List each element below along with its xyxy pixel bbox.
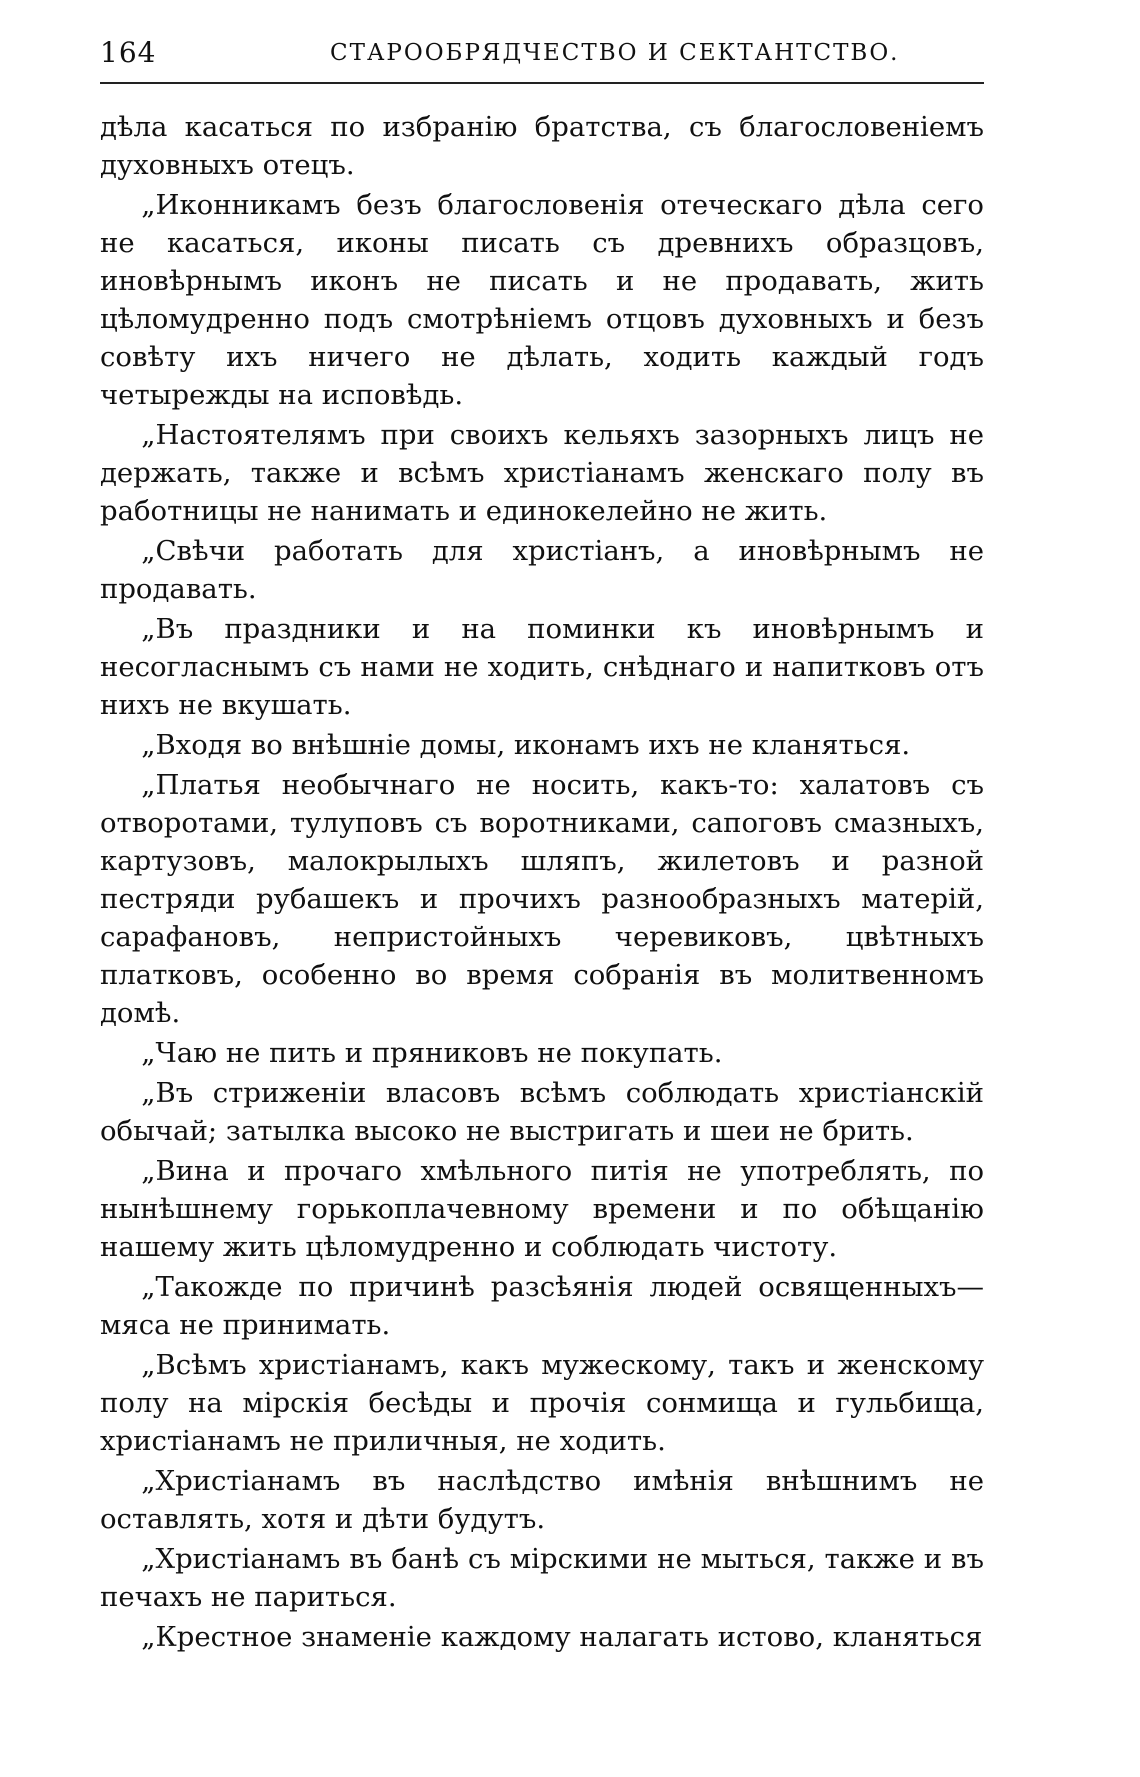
paragraph: „Настоятелямъ при своихъ кельяхъ зазорныхъ лицъ не держать, также и всѣмъ христіанамъ женскаго полу въ работницы не нанимать и единокелейно не жить. xyxy=(100,419,984,527)
paragraph: „Христіанамъ въ наслѣдство имѣнія внѣшнимъ не оставлять, хотя и дѣти будутъ. xyxy=(100,1465,984,1535)
paragraph: „Чаю не пить и пряниковъ не покупать. xyxy=(141,1037,723,1069)
page-number: 164 xyxy=(100,36,157,69)
paragraph: „Въ праздники и на поминки къ иновѣрнымъ и несогласнымъ съ нами не ходить, снѣднаго и напитковъ отъ нихъ не вкушать. xyxy=(100,613,984,721)
running-title: СТАРООБРЯДЧЕСТВО И СЕКТАНТСТВО. xyxy=(330,40,900,66)
paragraph: „Платья необычнаго не носить, какъ-то: халатовъ съ отворотами, тулуповъ съ воротниками, сапоговъ смазныхъ, картузовъ, малокрылыхъ шляпъ, жилетовъ и разной пестряди рубашекъ и прочихъ разнообразныхъ матерій, сарафановъ, непристойныхъ черевиковъ, цвѣтныхъ платковъ, особенно во время собранія въ молитвенномъ домѣ. xyxy=(100,769,984,1029)
paragraph: „Свѣчи работать для христіанъ, а иновѣрнымъ не продавать. xyxy=(100,535,984,605)
paragraph: „Входя во внѣшніе домы, иконамъ ихъ не кланяться. xyxy=(141,729,911,761)
running-head xyxy=(100,22,984,84)
paragraph: „Такожде по причинѣ разсѣянія людей освященныхъ—мяса не принимать. xyxy=(100,1271,984,1341)
body-text xyxy=(100,108,984,1658)
paragraph: дѣла касаться по избранію братства, съ благословеніемъ духовныхъ отецъ. xyxy=(100,111,984,181)
paragraph: „Крестное знаменіе каждому налагать истово, кланяться xyxy=(141,1621,983,1653)
paragraph: „Всѣмъ христіанамъ, какъ мужескому, такъ и женскому полу на мірскія бесѣды и прочія сонмища и гульбища, христіанамъ не приличныя, не ходить. xyxy=(100,1349,984,1457)
paragraph: „Иконникамъ безъ благословенія отеческаго дѣла сего не касаться, иконы писать съ древнихъ образцовъ, иновѣрнымъ иконъ не писать и не продавать, жить цѣломудренно подъ смотрѣніемъ отцовъ духовныхъ и безъ совѣту ихъ ничего не дѣлать, ходить каждый годъ четырежды на исповѣдь. xyxy=(100,189,984,411)
paragraph: „Въ стриженіи власовъ всѣмъ соблюдать христіанскій обычай; затылка высоко не выстригать и шеи не брить. xyxy=(100,1077,984,1147)
paragraph: „Вина и прочаго хмѣльного питія не употреблять, по нынѣшнему горькоплачевному времени и по обѣщанію нашему жить цѣломудренно и соблюдать чистоту. xyxy=(100,1155,984,1263)
paragraph: „Христіанамъ въ банѣ съ мірскими не мыться, также и въ печахъ не париться. xyxy=(100,1543,984,1613)
